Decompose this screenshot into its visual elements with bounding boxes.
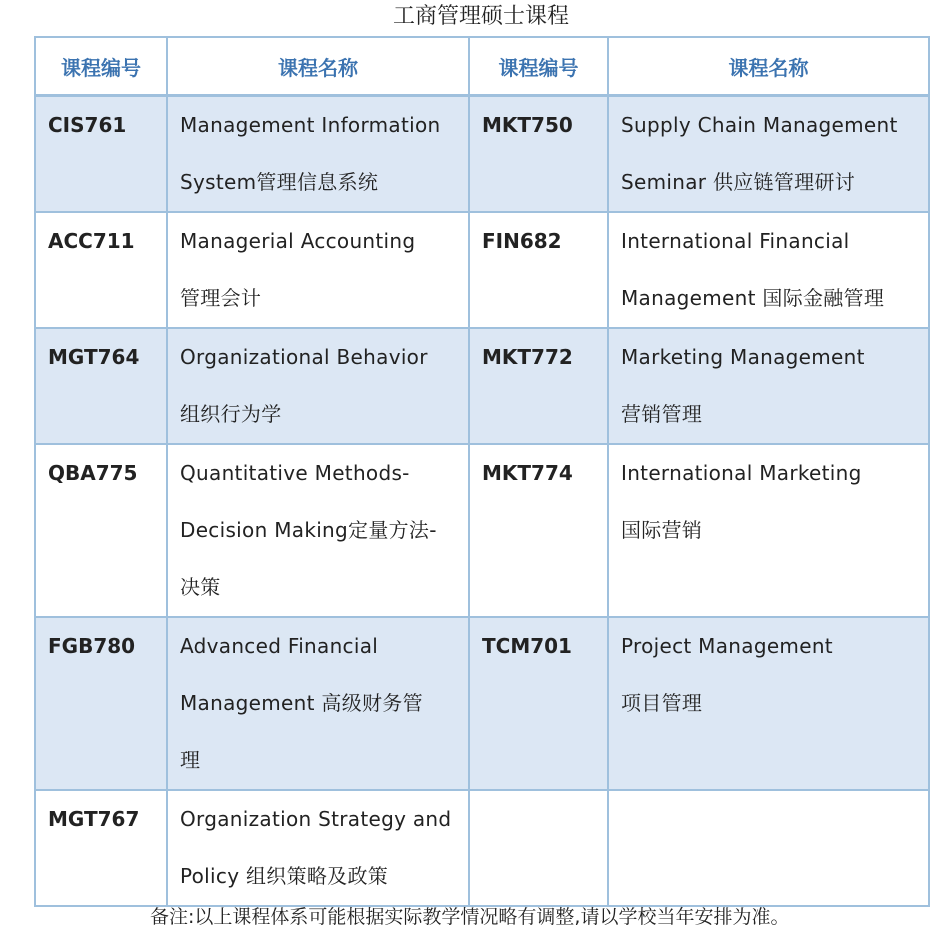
- course-name-line: Seminar 供应链管理研讨: [621, 170, 856, 194]
- table-row: [35, 212, 929, 328]
- page-title: 工商管理硕士课程: [392, 4, 569, 29]
- course-name-line: Quantitative Methods-: [180, 461, 410, 485]
- course-name: [608, 444, 929, 617]
- course-name-line: 管理会计: [180, 286, 262, 310]
- course-code: CIS761: [35, 96, 167, 213]
- header-course-name: 课程名称: [608, 37, 929, 96]
- course-code: FGB780: [35, 617, 167, 790]
- course-name-line: Supply Chain Management: [621, 113, 898, 137]
- table-row: [35, 444, 929, 617]
- footnote: 备注:以上课程体系可能根据实际教学情况略有调整,请以学校当年安排为准。: [150, 906, 790, 928]
- course-name-line: Management Information: [180, 113, 441, 137]
- course-table-body: [35, 96, 929, 907]
- table-header-row: [35, 37, 929, 96]
- course-name-line: System管理信息系统: [180, 170, 379, 194]
- course-table: [34, 36, 930, 907]
- course-code: MKT774: [469, 444, 608, 617]
- course-code: MKT750: [469, 96, 608, 213]
- course-name-line: Advanced Financial: [180, 634, 379, 658]
- course-code: QBA775: [35, 444, 167, 617]
- course-code: MGT764: [35, 328, 167, 444]
- course-code: FIN682: [469, 212, 608, 328]
- course-name: [167, 617, 469, 790]
- course-name-line: Managerial Accounting: [180, 229, 416, 253]
- course-code: TCM701: [469, 617, 608, 790]
- course-name-line: 组织行为学: [180, 402, 282, 426]
- course-name-line: International Marketing: [621, 461, 862, 485]
- header-course-code: 课程编号: [469, 37, 608, 96]
- header-course-code: 课程编号: [35, 37, 167, 96]
- table-row: [35, 96, 929, 213]
- course-name-line: Policy 组织策略及政策: [180, 864, 389, 888]
- course-name: [167, 96, 469, 213]
- course-name: [167, 328, 469, 444]
- course-name-line: 决策: [180, 575, 221, 599]
- course-name-line: 国际营销: [621, 518, 703, 542]
- course-code: MGT767: [35, 790, 167, 906]
- table-row: [35, 617, 929, 790]
- course-name-line: 营销管理: [621, 402, 703, 426]
- header-course-name: 课程名称: [167, 37, 469, 96]
- course-code: ACC711: [35, 212, 167, 328]
- course-name-line: Management 国际金融管理: [621, 286, 885, 310]
- course-name: [608, 96, 929, 213]
- course-name: [167, 444, 469, 617]
- table-row: [35, 328, 929, 444]
- course-name-line: Organization Strategy and: [180, 807, 452, 831]
- course-code: [469, 790, 608, 906]
- course-name-line: International Financial: [621, 229, 850, 253]
- course-name-line: Project Management: [621, 634, 833, 658]
- course-name-line: Marketing Management: [621, 345, 865, 369]
- course-name-line: Organizational Behavior: [180, 345, 428, 369]
- course-name-line: Management 高级财务管: [180, 691, 423, 715]
- course-name-line: 理: [180, 748, 201, 772]
- course-name-line: 项目管理: [621, 691, 703, 715]
- course-name: [608, 328, 929, 444]
- course-name: [167, 790, 469, 906]
- course-name: [608, 617, 929, 790]
- course-name: [167, 212, 469, 328]
- course-code: MKT772: [469, 328, 608, 444]
- course-name: [608, 790, 929, 906]
- course-name: [608, 212, 929, 328]
- table-row: [35, 790, 929, 906]
- course-name-line: Decision Making定量方法-: [180, 518, 437, 542]
